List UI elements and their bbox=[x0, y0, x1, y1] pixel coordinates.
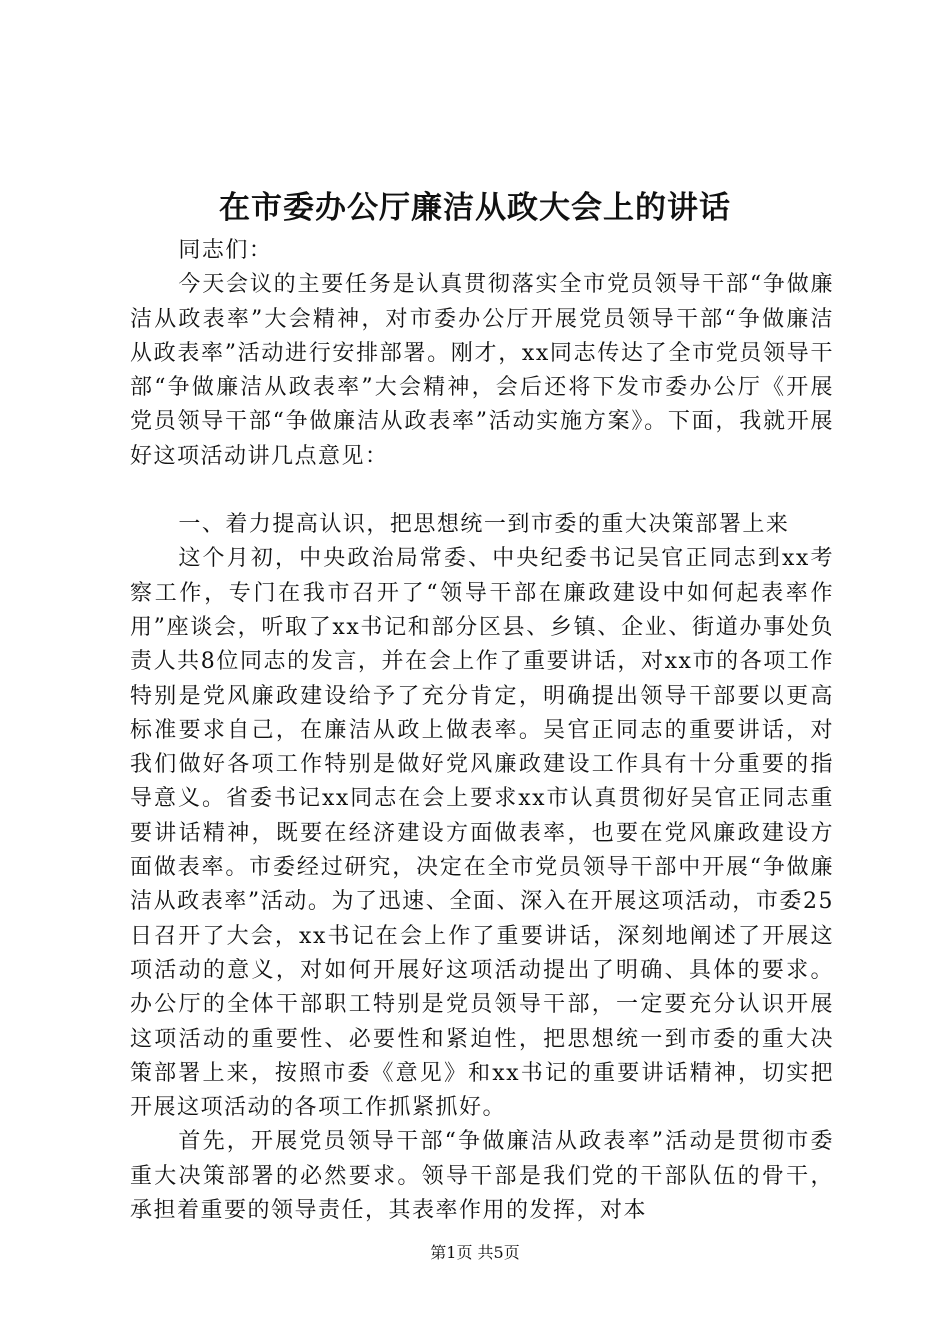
document-title: 在市委办公厅廉洁从政大会上的讲话 bbox=[219, 190, 731, 226]
salutation: 同志们： bbox=[178, 238, 273, 263]
page-footer: 第1页 共5页 bbox=[430, 1243, 520, 1262]
paragraph-first-point: 首先，开展党员领导干部“争做廉洁从政表率”活动是贯彻市委重大决策部署的必然要求。领导干部是我们党的干部队伍的骨干，承担着重要的领导责任，其表率作用的发挥，对本 bbox=[130, 1129, 834, 1224]
section-heading-1: 一、着力提高认识，把思想统一到市委的重大决策部署上来 bbox=[178, 512, 790, 538]
paragraph-background: 这个月初，中央政治局常委、中央纪委书记吴官正同志到xx考察工作，专门在我市召开了“领导干部在廉政建设中如何起表率作用”座谈会，听取了xx书记和部分区县、乡镇、企业、街道办事处负责人共8位同志的发言，并在会上作了重要讲话，对xx市的各项工作特别是党风廉政建设给予了充分肯定，明确提出领导干部要以更高标准要求自己，在廉洁从政上做表率。吴官正同志的重要讲话，对我们做好各项工作特别是做好党风廉政建设工作具有十分重要的指导意义。省委书记xx同志在会上要求xx市认真贯彻好吴官正同志重要讲话精神，既要在经济建设方面做表率，也要在党风廉政建设方面做表率。市委经过研究，决定在全市党员领导干部中开展“争做廉洁从政表率”活动。为了迅速、全面、深入在开展这项活动，市委25日召开了大会，xx书记在会上作了重要讲话，深刻地阐述了开展这项活动的意义，对如何开展好这项活动提出了明确、具体的要求。办公厅的全体干部职工特别是党员领导干部，一定要充分认识开展这项活动的重要性、必要性和紧迫性，把思想统一到市委的重大决策部署上来，按照市委《意见》和xx书记的重要讲话精神，切实把开展这项活动的各项工作抓紧抓好。 bbox=[130, 546, 834, 1121]
document-body bbox=[130, 234, 834, 1228]
paragraph-intro: 今天会议的主要任务是认真贯彻落实全市党员领导干部“争做廉洁从政表率”大会精神，对市委办公厅开展党员领导干部“争做廉洁从政表率”活动进行安排部署。刚才，xx同志传达了全市党员领导干部“争做廉洁从政表率”大会精神，会后还将下发市委办公厅《开展党员领导干部“争做廉洁从政表率”活动实施方案》。下面，我就开展好这项活动讲几点意见： bbox=[130, 272, 834, 469]
